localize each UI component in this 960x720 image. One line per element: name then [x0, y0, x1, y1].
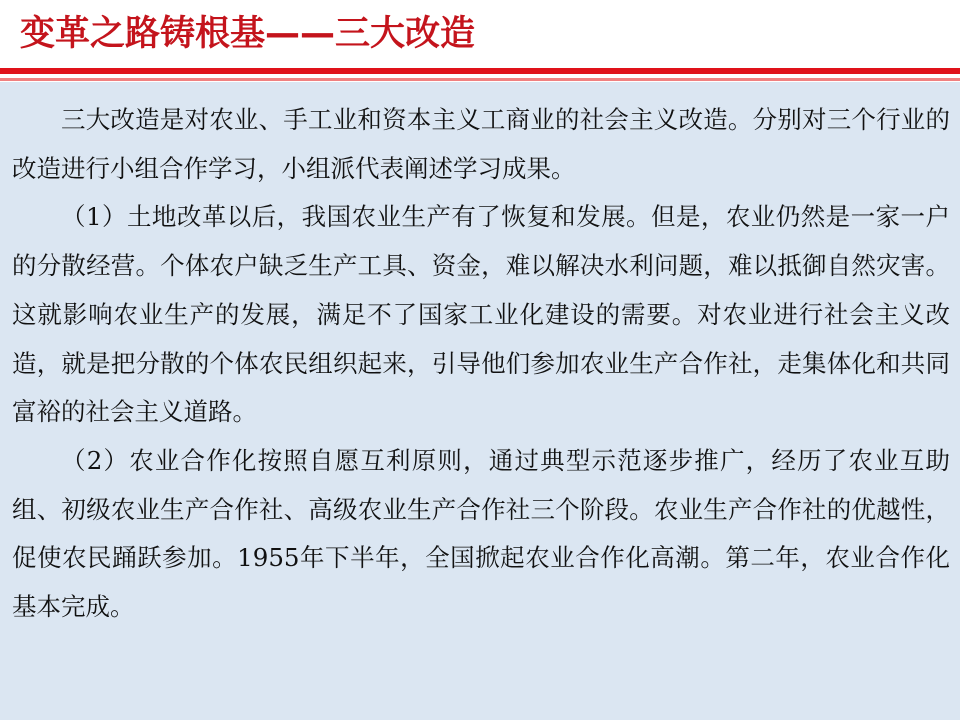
body-text	[12, 96, 950, 632]
header-rule-thin	[0, 78, 960, 81]
paragraph-point-1: （1）土地改革以后，我国农业生产有了恢复和发展。但是，农业仍然是一家一户的分散经营。个体农户缺乏生产工具、资金，难以解决水利问题，难以抵御自然灾害。这就影响农业生产的发展，满足不了国家工业化建设的需要。对农业进行社会主义改造，就是把分散的个体农民组织起来，引导他们参加农业生产合作社，走集体化和共同富裕的社会主义道路。	[12, 202, 950, 427]
slide-title: 变革之路铸根基——三大改造	[20, 14, 476, 54]
paragraph-intro: 三大改造是对农业、手工业和资本主义工商业的社会主义改造。分别对三个行业的改造进行小组合作学习，小组派代表阐述学习成果。	[12, 105, 950, 183]
paragraph-point-2: （2）农业合作化按照自愿互利原则，通过典型示范逐步推广，经历了农业互助组、初级农业生产合作社、高级农业生产合作社三个阶段。农业生产合作社的优越性，促使农民踊跃参加。1955年下半年，全国掀起农业合作化高潮。第二年，农业合作化基本完成。	[12, 445, 950, 622]
content-panel	[0, 82, 960, 720]
slide-header	[0, 0, 960, 72]
